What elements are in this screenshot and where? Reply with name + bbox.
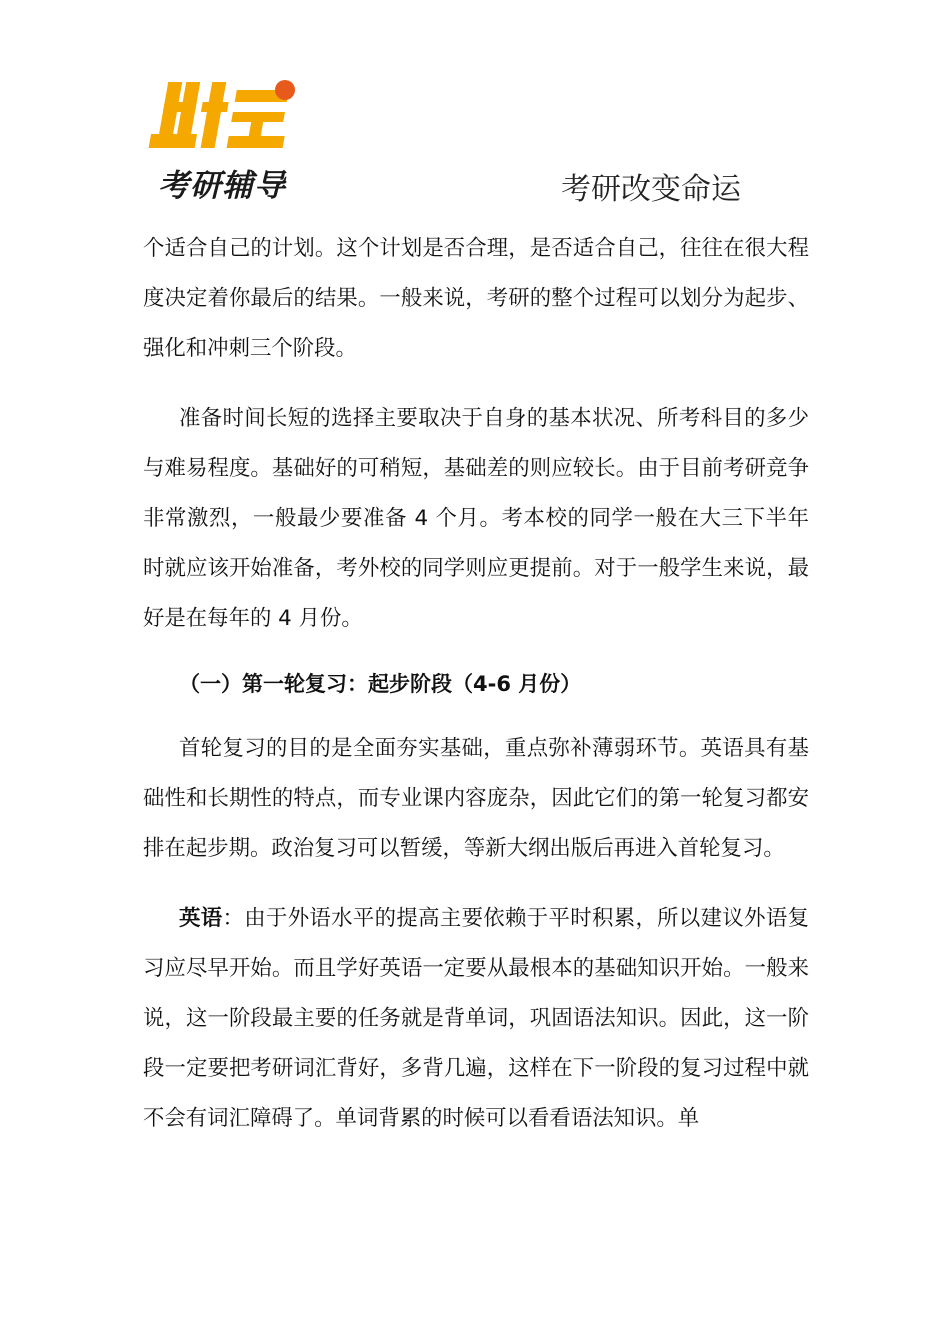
english-text: ：由于外语水平的提高主要依赖于平时积累，所以建议外语复习应尽早开始。而且学好英语一定要从最根本的基础知识开始。一般来说，这一阶段最主要的任务就是背单词，巩固语法知识。因此，这一阶段一定要把考研词汇背好，多背几遍，这样在下一阶段的复习过程中就不会有词汇障碍了。单词背累的时候可以看看语法知识。单: [143, 906, 809, 1131]
section-heading: （一）第一轮复习：起步阶段（4-6 月份）: [179, 672, 582, 696]
kaicheng-logo-graphic: [148, 72, 308, 162]
logo-dot: [275, 80, 295, 100]
intro-paragraph: 个适合自己的计划。这个计划是否合理，是否适合自己，往往在很大程度决定着你最后的结果。一般来说，考研的整个过程可以划分为起步、强化和冲刺三个阶段。: [143, 236, 809, 361]
logo-subtitle: 考研辅导: [158, 168, 286, 204]
english-paragraph: [143, 894, 809, 1144]
logo: [148, 72, 308, 202]
english-term: 英语: [179, 906, 223, 931]
header-slogan: 考研改变命运: [561, 172, 741, 207]
document-body: [143, 224, 809, 1144]
timing-paragraph: 准备时间长短的选择主要取决于自身的基本状况、所考科目的多少与难易程度。基础好的可稍短，基础差的则应较长。由于目前考研竞争非常激烈，一般最少要准备 4 个月。考本校的同学一般在大三下半年时就应该开始准备，考外校的同学则应更提前。对于一般学生来说，最好是在每年的 4 月份。: [143, 406, 809, 631]
page-header: [0, 0, 950, 215]
first-round-paragraph: 首轮复习的目的是全面夯实基础，重点弥补薄弱环节。英语具有基础性和长期性的特点，而专业课内容庞杂，因此它们的第一轮复习都安排在起步期。政治复习可以暂缓，等新大纲出版后再进入首轮复习。: [143, 736, 809, 861]
